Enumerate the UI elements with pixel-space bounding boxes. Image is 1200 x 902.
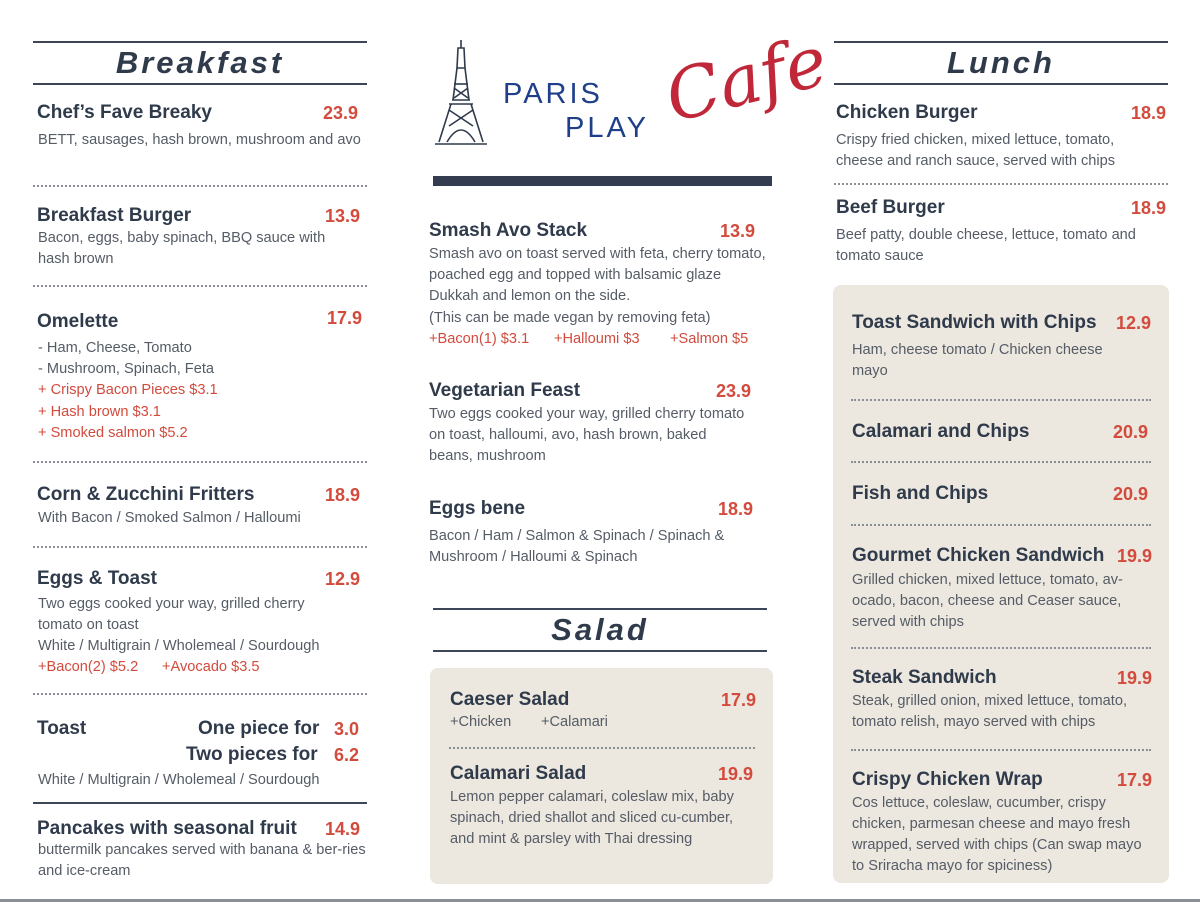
bread-options: White / Multigrain / Wholemeal / Sourdough xyxy=(38,638,320,654)
item-option: - Ham, Cheese, Tomato xyxy=(38,340,192,356)
item-name: Breakfast Burger xyxy=(37,205,192,226)
item-description: Cos lettuce, coleslaw, cucumber, crispy chicken, parmesan cheese and mayo fresh wrapped, served with chips (Can swap mayo to Sriracha mayo for spiciness) xyxy=(852,795,1142,874)
dotted-divider xyxy=(33,285,367,287)
item-description: Grilled chicken, mixed lettuce, tomato, av-ocado, bacon, cheese and Ceaser sauce, served with chips xyxy=(852,572,1123,630)
item-price: 18.9 xyxy=(1131,198,1167,218)
toast-two-price: 6.2 xyxy=(334,745,360,765)
item-name: Vegetarian Feast xyxy=(429,380,581,401)
item-description: buttermilk pancakes served with banana & ber-ries and ice-cream xyxy=(38,842,366,879)
item-note: (This can be made vegan by removing feta) xyxy=(429,310,711,326)
lunch-heading: Lunch xyxy=(834,41,1168,85)
dotted-divider xyxy=(33,546,367,548)
salad-heading: Salad xyxy=(433,608,767,652)
item-description: Two eggs cooked your way, grilled cherry tomato on toast, halloumi, avo, hash brown, baked beans, mushroom xyxy=(429,406,745,464)
item-name: Omelette xyxy=(37,311,119,332)
item-name: Toast xyxy=(37,718,87,739)
item-option: +Calamari xyxy=(541,714,608,730)
item-extra: +Avocado $3.5 xyxy=(162,659,260,675)
item-name: Crispy Chicken Wrap xyxy=(852,769,1043,790)
item-description: Bacon, eggs, baby spinach, BBQ sauce with hash brown xyxy=(38,230,326,267)
brand-cafe-script: Cafe xyxy=(657,19,836,139)
eiffel-tower-icon xyxy=(431,38,491,150)
item-name: Calamari and Chips xyxy=(852,421,1030,442)
item-extra: +Bacon(2) $5.2 xyxy=(38,659,139,675)
item-option: +Chicken xyxy=(450,714,512,730)
item-description: Crispy fried chicken, mixed lettuce, tomato, cheese and ranch sauce, served with chips xyxy=(836,132,1116,169)
dotted-divider xyxy=(33,461,367,463)
bread-options: White / Multigrain / Wholemeal / Sourdough xyxy=(38,772,320,788)
item-name: Eggs bene xyxy=(429,498,526,519)
item-description: Smash avo on toast served with feta, cherry tomato, poached egg and topped with balsamic glaze Dukkah and lemon on the side. xyxy=(429,246,766,304)
breakfast-heading: Breakfast xyxy=(33,41,367,85)
logo-underline-bar xyxy=(433,176,772,186)
item-description: Ham, cheese tomato / Chicken cheese mayo xyxy=(852,342,1103,379)
item-description: Steak, grilled onion, mixed lettuce, tomato, tomato relish, mayo served with chips xyxy=(852,693,1127,730)
item-name: Calamari Salad xyxy=(450,763,587,784)
item-name: Fish and Chips xyxy=(852,483,989,504)
item-name: Corn & Zucchini Fritters xyxy=(37,484,255,505)
item-price: 20.9 xyxy=(1113,422,1149,442)
item-price: 19.9 xyxy=(1117,668,1153,688)
item-name: Toast Sandwich with Chips xyxy=(852,312,1097,333)
dotted-divider xyxy=(851,399,1151,401)
dotted-divider xyxy=(851,461,1151,463)
item-price: 17.9 xyxy=(327,308,363,328)
item-extra: +Salmon $5 xyxy=(670,331,749,347)
item-option: - Mushroom, Spinach, Feta xyxy=(38,361,215,377)
brand-paris: PARIS xyxy=(503,78,603,110)
item-extra: + Hash brown $3.1 xyxy=(38,404,161,420)
item-price: 17.9 xyxy=(721,690,757,710)
item-price: 14.9 xyxy=(325,819,361,839)
item-description: Bacon / Ham / Salmon & Spinach / Spinach & Mushroom / Halloumi & Spinach xyxy=(429,528,725,565)
item-price: 18.9 xyxy=(1131,103,1167,123)
item-extra: + Smoked salmon $5.2 xyxy=(38,425,188,441)
item-price: 20.9 xyxy=(1113,484,1149,504)
dotted-divider xyxy=(33,693,367,695)
item-extra: +Halloumi $3 xyxy=(554,331,640,347)
item-name: Gourmet Chicken Sandwich xyxy=(852,545,1105,566)
item-name: Eggs & Toast xyxy=(37,568,157,589)
dotted-divider xyxy=(851,524,1151,526)
item-name: Pancakes with seasonal fruit xyxy=(37,818,297,839)
toast-one-price: 3.0 xyxy=(334,719,360,739)
dotted-divider xyxy=(851,749,1151,751)
item-extra: +Bacon(1) $3.1 xyxy=(429,331,530,347)
item-name: Beef Burger xyxy=(836,197,945,218)
item-description: Lemon pepper calamari, coleslaw mix, baby spinach, dried shallot and sliced cu-cumber, and mint & parsley with Thai dressing xyxy=(450,789,734,847)
item-name: Steak Sandwich xyxy=(852,667,997,688)
item-price: 13.9 xyxy=(325,206,361,226)
dotted-divider xyxy=(449,747,755,749)
cafe-logo xyxy=(425,19,836,156)
item-price: 18.9 xyxy=(325,485,361,505)
item-name: Chef’s Fave Breaky xyxy=(37,102,212,123)
item-name: Caeser Salad xyxy=(450,689,570,710)
item-price: 17.9 xyxy=(1117,770,1153,790)
toast-two-label: Two pieces for xyxy=(186,744,318,765)
item-price: 13.9 xyxy=(720,221,756,241)
brand-play: PLAY xyxy=(565,112,650,144)
item-price: 19.9 xyxy=(1117,546,1153,566)
item-extra: + Crispy Bacon Pieces $3.1 xyxy=(38,382,218,398)
item-name: Smash Avo Stack xyxy=(429,220,588,241)
dotted-divider xyxy=(33,185,367,187)
solid-divider xyxy=(33,802,367,804)
item-price: 23.9 xyxy=(323,103,359,123)
item-price: 12.9 xyxy=(1116,313,1152,333)
item-price: 19.9 xyxy=(718,764,754,784)
item-description: BETT, sausages, hash brown, mushroom and avo xyxy=(38,132,361,148)
item-description: Two eggs cooked your way, grilled cherry tomato on toast xyxy=(38,596,305,633)
toast-one-label: One piece for xyxy=(198,718,320,739)
item-price: 18.9 xyxy=(718,499,754,519)
item-name: Chicken Burger xyxy=(836,102,978,123)
item-price: 12.9 xyxy=(325,569,361,589)
dotted-divider xyxy=(851,647,1151,649)
item-price: 23.9 xyxy=(716,381,752,401)
item-description: With Bacon / Smoked Salmon / Halloumi xyxy=(38,510,301,526)
item-description: Beef patty, double cheese, lettuce, tomato and tomato sauce xyxy=(836,227,1136,264)
dotted-divider xyxy=(834,183,1168,185)
